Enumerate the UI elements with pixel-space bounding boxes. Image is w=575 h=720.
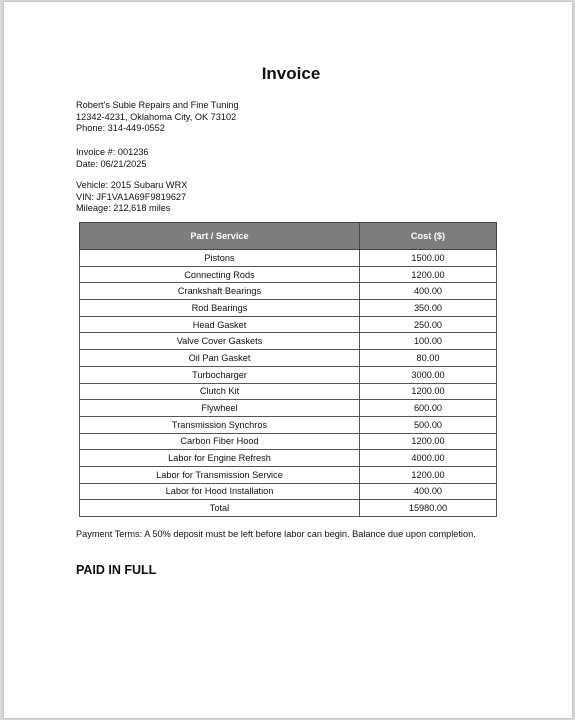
part-cell: Pistons	[80, 250, 360, 267]
company-name: Robert's Subie Repairs and Fine Tuning	[76, 100, 239, 110]
part-cell: Labor for Engine Refresh	[80, 450, 360, 467]
part-cell: Labor for Hood Installation	[80, 483, 360, 500]
table-header-row	[80, 223, 497, 250]
vehicle-mileage: Mileage: 212,618 miles	[76, 203, 171, 214]
part-cell: Oil Pan Gasket	[80, 350, 360, 367]
total-cost-cell: 15980.00	[360, 500, 497, 517]
part-cell: Transmission Synchros	[80, 416, 360, 433]
cost-cell: 1200.00	[360, 433, 497, 450]
column-header-part: Part / Service	[80, 223, 360, 250]
table-row	[80, 466, 497, 483]
table-row	[80, 400, 497, 417]
table-row	[80, 266, 497, 283]
vehicle-vin: VIN: JF1VA1A69F9819627	[76, 191, 187, 202]
part-cell: Labor for Transmission Service	[80, 466, 360, 483]
table-row	[80, 316, 497, 333]
table-row	[80, 433, 497, 450]
vehicle-model: Vehicle: 2015 Subaru WRX	[76, 180, 188, 190]
cost-cell: 4000.00	[360, 450, 497, 467]
table-row	[80, 383, 497, 400]
cost-cell: 1200.00	[360, 383, 497, 400]
table-row	[80, 283, 497, 300]
invoice-meta	[76, 147, 149, 170]
table-row	[80, 250, 497, 267]
total-row	[80, 500, 497, 517]
table-row	[80, 350, 497, 367]
table-row	[80, 300, 497, 317]
part-cell: Crankshaft Bearings	[80, 283, 360, 300]
cost-cell: 3000.00	[360, 366, 497, 383]
payment-terms: Payment Terms: A 50% deposit must be left before labor can begin. Balance due upon completion.	[76, 529, 476, 539]
part-cell: Flywheel	[80, 400, 360, 417]
cost-cell: 80.00	[360, 350, 497, 367]
cost-cell: 1200.00	[360, 466, 497, 483]
part-cell: Turbocharger	[80, 366, 360, 383]
part-cell: Carbon Fiber Hood	[80, 433, 360, 450]
cost-cell: 400.00	[360, 483, 497, 500]
total-label-cell: Total	[80, 500, 360, 517]
vehicle-info	[76, 180, 187, 215]
part-cell: Connecting Rods	[80, 266, 360, 283]
company-address: 12342-4231, Oklahoma City, OK 73102	[76, 111, 237, 122]
cost-cell: 350.00	[360, 300, 497, 317]
invoice-page	[4, 2, 572, 718]
table-row	[80, 416, 497, 433]
table-row	[80, 483, 497, 500]
cost-cell: 600.00	[360, 400, 497, 417]
invoice-number: Invoice #: 001236	[76, 147, 149, 157]
table-row	[80, 366, 497, 383]
company-info	[76, 100, 239, 135]
cost-cell: 1500.00	[360, 250, 497, 267]
cost-cell: 1200.00	[360, 266, 497, 283]
part-cell: Rod Bearings	[80, 300, 360, 317]
table-row	[80, 333, 497, 350]
column-header-cost: Cost ($)	[360, 223, 497, 250]
cost-cell: 400.00	[360, 283, 497, 300]
company-phone: Phone: 314-449-0552	[76, 123, 165, 134]
part-cell: Clutch Kit	[80, 383, 360, 400]
part-cell: Head Gasket	[80, 316, 360, 333]
invoice-date: Date: 06/21/2025	[76, 158, 147, 169]
invoice-title: Invoice	[261, 64, 321, 83]
table-row	[80, 450, 497, 467]
part-cell: Valve Cover Gaskets	[80, 333, 360, 350]
cost-cell: 250.00	[360, 316, 497, 333]
items-table	[79, 222, 497, 517]
cost-cell: 100.00	[360, 333, 497, 350]
paid-status: PAID IN FULL	[76, 563, 157, 577]
cost-cell: 500.00	[360, 416, 497, 433]
